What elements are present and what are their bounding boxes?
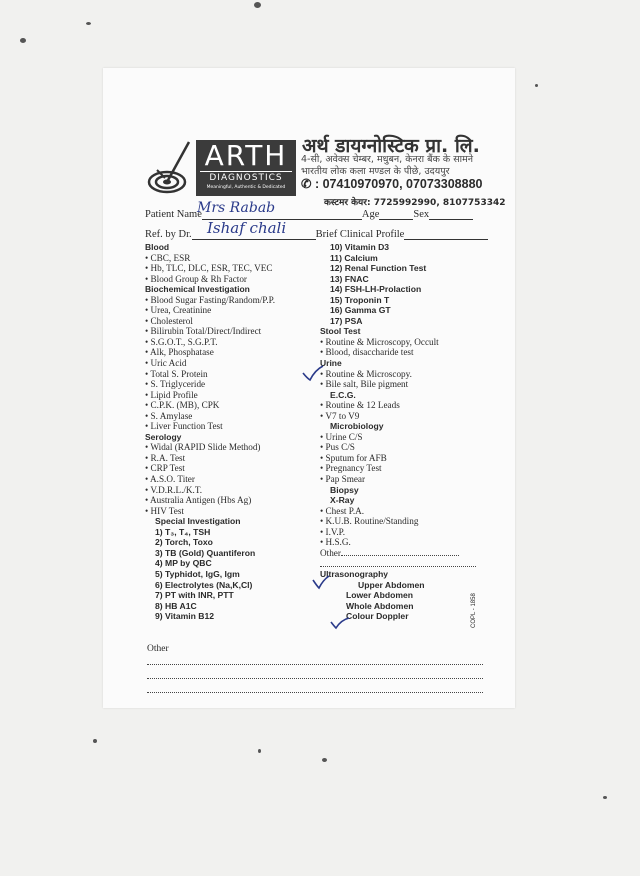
scan-speck [20, 38, 26, 43]
patient-name-row [145, 209, 473, 220]
address-line-2: भारतीय लोक कला मण्डल के पीछे, उदयपुर [301, 166, 450, 177]
section-heading: Stool Test [320, 326, 361, 337]
test-item: • Bile salt, Bile pigment [320, 379, 476, 390]
test-item: • A.S.O. Titer [145, 474, 275, 485]
test-item: • Pregnancy Test [320, 463, 476, 474]
test-item: • Routine & 12 Leads [320, 400, 476, 411]
test-item: • I.V.P. [320, 527, 476, 538]
test-item: • CBC, ESR [145, 253, 275, 264]
special-test-item: Lower Abdomen [346, 590, 413, 601]
test-item: • Hb, TLC, DLC, ESR, TEC, VEC [145, 263, 275, 274]
handwritten-check-icon [329, 616, 351, 630]
special-test-item: 3) TB (Gold) Quantiferon [155, 547, 256, 558]
test-item: • Lipid Profile [145, 390, 275, 401]
scan-speck [254, 2, 261, 8]
section-heading: Serology [145, 431, 182, 442]
special-test-item: 1) T₃, T₄, TSH [155, 526, 211, 537]
special-test-item: 5) Typhidot, IgG, Igm [155, 568, 240, 579]
handwritten-check-icon [311, 574, 331, 590]
tests-left-column [145, 242, 275, 622]
scan-speck [258, 749, 261, 753]
customer-care: कस्टमर केयर: 7725992990, 8107753342 [324, 198, 506, 208]
special-test-item: 16) Gamma GT [330, 305, 391, 316]
special-test-item: 10) Vitamin D3 [330, 242, 390, 252]
test-item: • Liver Function Test [145, 421, 275, 432]
special-test-item: Upper Abdomen [358, 579, 425, 590]
scan-speck [603, 796, 607, 799]
other-label: Other [320, 547, 341, 558]
special-test-item: Whole Abdomen [346, 600, 414, 611]
doc-code: COPL - 1858 [471, 593, 477, 628]
blank-line [147, 692, 483, 693]
test-item: • Australia Antigen (Hbs Ag) [145, 495, 275, 506]
handwritten-check-icon [301, 364, 325, 382]
age-line [379, 209, 413, 220]
section-heading: Urine [320, 358, 342, 369]
test-item: • Urine C/S [320, 432, 476, 443]
test-item: • S. Triglyceride [145, 379, 275, 390]
special-test-item: 15) Troponin T [330, 294, 390, 305]
special-test-item: 13) FNAC [330, 273, 369, 284]
address-line-1: 4-सी, अवेक्स चेम्बर, मधुबन, केनरा बैंक के सामने [301, 154, 474, 165]
special-test-item: E.C.G. [330, 389, 356, 400]
ref-doctor-handwritten: Ishaf chali [207, 219, 287, 237]
special-test-item: Microbiology [330, 421, 384, 432]
special-test-item: X-Ray [330, 495, 355, 506]
special-test-item: 12) Renal Function Test [330, 263, 427, 274]
test-item: • S.G.O.T., S.G.P.T. [145, 337, 275, 348]
section-heading: Blood [145, 242, 170, 252]
test-item: • H.S.G. [320, 537, 476, 548]
test-item: • R.A. Test [145, 453, 275, 464]
test-item: • Total S. Protein [145, 369, 275, 380]
special-test-item: 14) FSH-LH-Prolaction [330, 284, 422, 295]
patient-name-handwritten: Mrs Rabab [197, 200, 276, 216]
test-item: • Pus C/S [320, 442, 476, 453]
special-test-item: 17) PSA [330, 315, 363, 326]
company-title: अर्थ डायग्नोस्टिक प्रा. लि. [302, 135, 480, 157]
test-item: • Alk, Phosphatase [145, 347, 275, 358]
brand-logo [196, 140, 296, 196]
test-item: • Sputum for AFB [320, 453, 476, 464]
test-item: • Pap Smear [320, 474, 476, 485]
special-test-item: 6) Electrolytes (Na,K,Cl) [155, 579, 253, 590]
blank-line [147, 678, 483, 679]
section-heading: Biochemical Investigation [145, 284, 250, 295]
lab-requisition-form [103, 68, 515, 708]
test-item: • Blood, disaccharide test [320, 347, 476, 358]
brief-profile-label: Brief Clinical Profile [315, 229, 405, 240]
special-test-item: Biopsy [330, 484, 359, 495]
test-item: • Bilirubin Total/Direct/Indirect [145, 326, 275, 337]
test-item: • Widal (RAPID Slide Method) [145, 442, 275, 453]
test-item: • K.U.B. Routine/Standing [320, 516, 476, 527]
special-test-item: 9) Vitamin B12 [155, 611, 215, 622]
special-test-item: 2) Torch, Toxo [155, 537, 213, 548]
special-test-item: 7) PT with INR, PTT [155, 590, 234, 601]
special-test-item: 8) HB A1C [155, 600, 197, 611]
scan-speck [86, 22, 91, 25]
phone-numbers [301, 176, 483, 191]
blank-line [147, 664, 483, 665]
test-item: • Chest P.A. [320, 506, 476, 517]
brand-name: ARTH [204, 139, 288, 172]
blank-dotted-line [320, 558, 476, 569]
test-item: • Blood Group & Rh Factor [145, 274, 275, 285]
phone-icon: ✆ [301, 177, 312, 191]
patient-name-label: Patient Name [145, 209, 202, 220]
test-item: • Blood Sugar Fasting/Random/P.P. [145, 295, 275, 306]
target-logo-icon [147, 138, 193, 198]
test-item: • V7 to V9 [320, 411, 476, 422]
scan-speck [535, 84, 538, 87]
test-item: • S. Amylase [145, 411, 275, 422]
sex-label: Sex [413, 209, 430, 220]
section-heading: Ultrasonography [320, 568, 389, 579]
special-test-item: Colour Doppler [346, 611, 409, 622]
tests-right-column [320, 242, 476, 622]
other-line [320, 548, 476, 559]
test-item: • Routine & Microscopy, Occult [320, 337, 476, 348]
sex-line [429, 209, 473, 220]
brand-sub: DIAGNOSTICS [200, 171, 292, 184]
test-item: • HIV Test [145, 506, 275, 517]
special-test-item: 11) Calcium [330, 252, 378, 263]
phone-text: : 07410970970, 07073308880 [314, 177, 483, 191]
scan-speck [322, 758, 327, 762]
brand-tagline: Meaningful, Authentic & Dedicated [206, 185, 286, 190]
special-test-item: 4) MP by QBC [155, 558, 212, 569]
brief-profile-line [404, 229, 488, 240]
ref-row [145, 229, 488, 240]
test-item: • V.D.R.L./K.T. [145, 485, 275, 496]
dotted-line [320, 566, 476, 567]
ref-label: Ref. by Dr. [145, 229, 192, 240]
test-item: • C.P.K. (MB), CPK [145, 400, 275, 411]
other-dotted-line [341, 555, 459, 556]
footer-other-label: Other [147, 644, 169, 654]
scan-speck [93, 739, 97, 743]
special-test-item: Special Investigation [155, 516, 241, 527]
test-item: • CRP Test [145, 463, 275, 474]
test-item: • Urea, Creatinine [145, 305, 275, 316]
test-item: • Cholesterol [145, 316, 275, 327]
age-label: Age [361, 209, 380, 220]
test-item: • Routine & Microscopy. [320, 369, 476, 380]
test-item: • Uric Acid [145, 358, 275, 369]
